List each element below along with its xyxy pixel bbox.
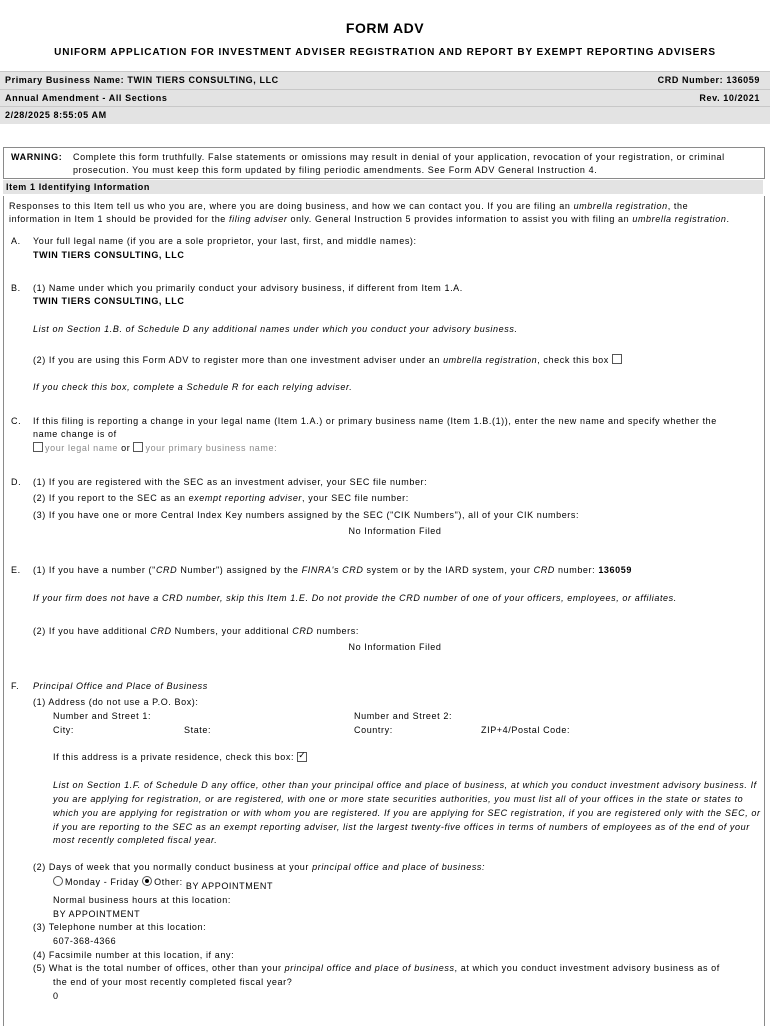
item-f-letter: F. bbox=[11, 681, 20, 691]
warning-line1: Complete this form truthfully. False statements or omissions may result in denial of your application, revocation of your registration, or criminal bbox=[73, 152, 725, 162]
offices-count-value: 0 bbox=[53, 991, 59, 1001]
business-name-value: TWIN TIERS CONSULTING, LLC bbox=[33, 296, 185, 306]
hours-label: Normal business hours at this location: bbox=[53, 895, 231, 905]
street1-label: Number and Street 1: bbox=[53, 711, 152, 721]
zip-label: ZIP+4/Postal Code: bbox=[481, 725, 571, 735]
header-row-timestamp bbox=[0, 106, 770, 124]
item-c-question: If this filing is reporting a change in your legal name (Item 1.A.) or primary business name (Item 1.B.(1)), enter the new name and specify whether the bbox=[33, 416, 717, 426]
business-name-change-checkbox[interactable] bbox=[133, 442, 143, 452]
amendment-type: Annual Amendment - All Sections bbox=[5, 93, 168, 103]
primary-business-name: Primary Business Name: TWIN TIERS CONSULTING, LLC bbox=[5, 75, 279, 85]
item-c-question-line2: name change is of bbox=[33, 429, 117, 439]
private-residence-checkbox[interactable] bbox=[297, 752, 307, 762]
item-c-letter: C. bbox=[11, 416, 22, 426]
timestamp: 2/28/2025 8:55:05 AM bbox=[5, 110, 107, 120]
item-f2-question: (2) Days of week that you normally conduct business at your principal office and place of business: bbox=[33, 862, 486, 872]
city-label: City: bbox=[53, 725, 74, 735]
country-label: Country: bbox=[354, 725, 393, 735]
item-a-letter: A. bbox=[11, 236, 21, 246]
item1-heading: Item 1 Identifying Information bbox=[3, 180, 763, 194]
item1-intro-line1: Responses to this Item tell us who you are, where you are doing business, and how we can contact you. If you are filing an umbrella registration, the bbox=[9, 201, 689, 211]
item-b1-question: (1) Name under which you primarily conduct your advisory business, if different from Item 1.A. bbox=[33, 283, 463, 293]
cik-no-information: No Information Filed bbox=[348, 526, 442, 536]
monday-friday-radio[interactable] bbox=[53, 876, 63, 886]
item-d-letter: D. bbox=[11, 477, 22, 487]
days-options: Monday - Friday Other: BY APPOINTMENT bbox=[53, 876, 273, 887]
header-row-amendment bbox=[0, 89, 770, 107]
item-f-heading: Principal Office and Place of Business bbox=[33, 681, 208, 691]
state-label: State: bbox=[184, 725, 212, 735]
crd-number-value: 136059 bbox=[598, 565, 632, 575]
item-d3-question: (3) If you have one or more Central Index Key numbers assigned by the SEC ("CIK Numbers"), all of your CIK numbers: bbox=[33, 510, 580, 520]
item-f-note-line4: if you are reporting to the SEC as an exempt reporting adviser, list the largest twenty-five offices in terms of numbers of employees as of the end of your bbox=[53, 822, 750, 832]
item-f-note-line1: List on Section 1.F. of Schedule D any office, other than your principal office and place of business, at which you conduct investment advisory business. If bbox=[53, 780, 757, 790]
item-c-options: your legal name or your primary business name: bbox=[33, 442, 277, 453]
hours-value: BY APPOINTMENT bbox=[53, 909, 141, 919]
item-e1-note: If your firm does not have a CRD number, skip this Item 1.E. Do not provide the CRD number of one of your officers, employees, or affiliates. bbox=[33, 593, 677, 603]
crd-number: CRD Number: 136059 bbox=[657, 75, 760, 85]
item-a-question: Your full legal name (if you are a sole proprietor, your last, first, and middle names): bbox=[33, 236, 417, 246]
item-b2-question: (2) If you are using this Form ADV to register more than one investment adviser under an umbrella registration, check this box bbox=[33, 354, 624, 365]
item-d2-question: (2) If you report to the SEC as an exempt reporting adviser, your SEC file number: bbox=[33, 493, 409, 503]
header-row-business bbox=[0, 71, 770, 89]
item-f-note-line3: which you are applying for registration or with whom you are registered. If you are applying for SEC registration, if you are registered only with the SEC, or bbox=[53, 808, 761, 818]
warning-box bbox=[3, 147, 765, 179]
street2-label: Number and Street 2: bbox=[354, 711, 453, 721]
item-f-note-line5: most recently completed fiscal year. bbox=[53, 835, 218, 845]
item-e1-question: (1) If you have a number ("CRD Number") assigned by the FINRA's CRD system or by the IARD system, your CRD number: 136059 bbox=[33, 565, 632, 575]
warning-label: WARNING: bbox=[11, 152, 63, 162]
other-days-radio[interactable] bbox=[142, 876, 152, 886]
legal-name-value: TWIN TIERS CONSULTING, LLC bbox=[33, 250, 185, 260]
item-b2-note: If you check this box, complete a Schedule R for each relying adviser. bbox=[33, 382, 353, 392]
item-f5-question: (5) What is the total number of offices, other than your principal office and place of business, at which you conduct investment advisory business as of bbox=[33, 963, 720, 973]
item1-intro-line2: information in Item 1 should be provided for the filing adviser only. General Instruction 5 provides information to assist you with filing an umbrella registration. bbox=[9, 214, 730, 224]
phone-value: 607-368-4366 bbox=[53, 936, 117, 946]
item-f3-question: (3) Telephone number at this location: bbox=[33, 922, 207, 932]
additional-crd-no-information: No Information Filed bbox=[348, 642, 442, 652]
item-e-letter: E. bbox=[11, 565, 21, 575]
form-title: FORM ADV bbox=[345, 20, 425, 36]
private-residence-question: If this address is a private residence, check this box: ✓ bbox=[53, 752, 309, 762]
item-e2-question: (2) If you have additional CRD Numbers, your additional CRD numbers: bbox=[33, 626, 359, 636]
other-days-value: BY APPOINTMENT bbox=[185, 881, 274, 891]
item-d1-question: (1) If you are registered with the SEC as an investment adviser, your SEC file number: bbox=[33, 477, 428, 487]
item-f1-question: (1) Address (do not use a P.O. Box): bbox=[33, 697, 199, 707]
warning-line2: prosecution. You must keep this form updated by filing periodic amendments. See Form ADV General Instruction 4. bbox=[73, 165, 598, 175]
item-b-letter: B. bbox=[11, 283, 21, 293]
form-subtitle: UNIFORM APPLICATION FOR INVESTMENT ADVISER REGISTRATION AND REPORT BY EXEMPT REPORTING ADVISERS bbox=[54, 47, 716, 58]
revision: Rev. 10/2021 bbox=[699, 93, 760, 103]
item-f4-question: (4) Facsimile number at this location, if any: bbox=[33, 950, 235, 960]
item-b1-note: List on Section 1.B. of Schedule D any additional names under which you conduct your advisory business. bbox=[33, 324, 518, 334]
umbrella-registration-checkbox[interactable] bbox=[612, 354, 622, 364]
item-f5-question-line2: the end of your most recently completed fiscal year? bbox=[53, 977, 293, 987]
legal-name-change-checkbox[interactable] bbox=[33, 442, 43, 452]
item-f-note-line2: you are applying for registration, or are registered, with one or more state securities authorities, you must list all of your offices in the state or states to bbox=[53, 794, 744, 804]
